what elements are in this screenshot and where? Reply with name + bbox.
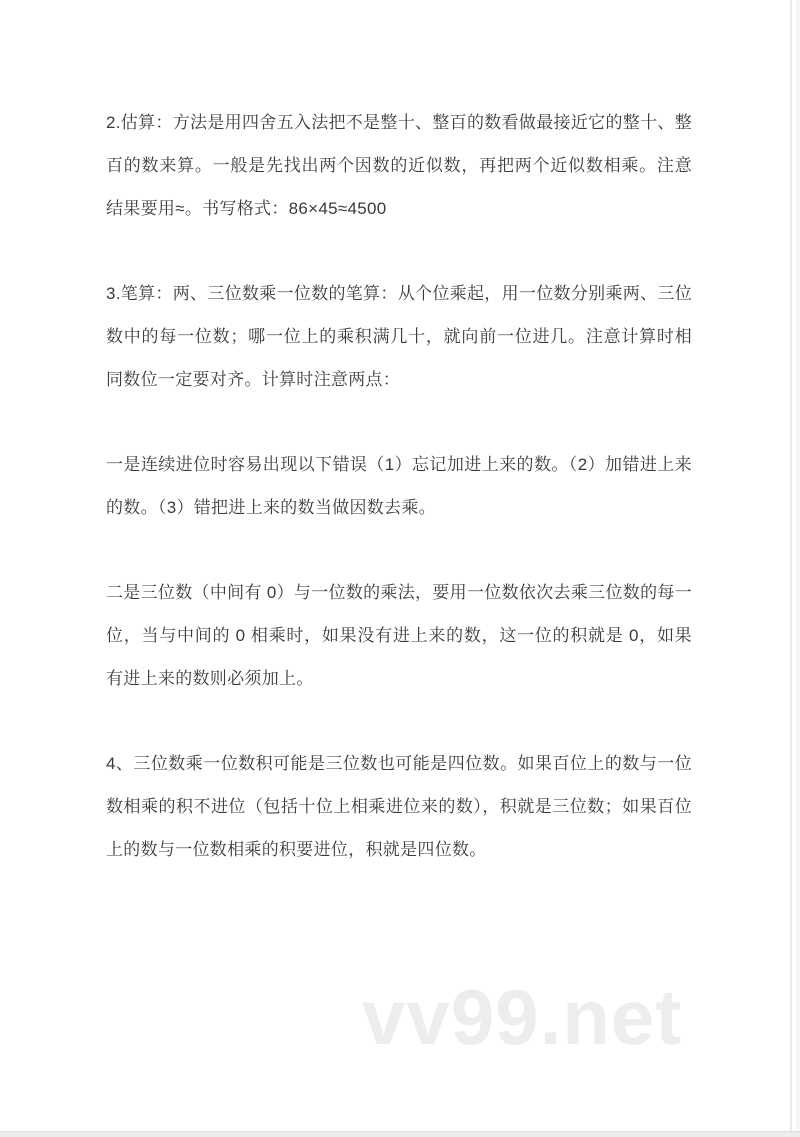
watermark-text: vv99.net	[362, 973, 683, 1061]
page-right-edge-line	[790, 0, 792, 1137]
paragraph-written-multiplication-rule: 3.笔算：两、三位数乘一位数的笔算：从个位乘起，用一位数分别乘两、三位数中的每一位数；哪一位上的乘积满几十，就向前一位进几。注意计算时相同数位一定要对齐。计算时注意两点：	[106, 284, 692, 389]
paragraph-carry-errors: 一是连续进位时容易出现以下错误（1）忘记加进上来的数。（2）加错进上来的数。（3）错把进上来的数当做因数去乘。	[106, 455, 692, 517]
paragraph-middle-zero-rule: 二是三位数（中间有 0）与一位数的乘法，要用一位数依次去乘三位数的每一位，当与中间的 0 相乘时，如果没有进上来的数，这一位的积就是 0，如果有进上来的数则必须加上。	[106, 583, 692, 688]
page-bottom-edge	[0, 1131, 800, 1137]
paragraph-product-digit-count: 4、三位数乘一位数积可能是三位数也可能是四位数。如果百位上的数与一位数相乘的积不进位（包括十位上相乘进位来的数），积就是三位数；如果百位上的数与一位数相乘的积要进位，积就是四位数。	[106, 754, 692, 859]
paragraph-estimation-rule: 2.估算：方法是用四舍五入法把不是整十、整百的数看做最接近它的整十、整百的数来算。一般是先找出两个因数的近似数，再把两个近似数相乘。注意结果要用≈。书写格式：86×45≈4500	[106, 113, 692, 218]
page-right-gutter	[796, 0, 800, 1137]
notes-text-block	[106, 101, 692, 913]
